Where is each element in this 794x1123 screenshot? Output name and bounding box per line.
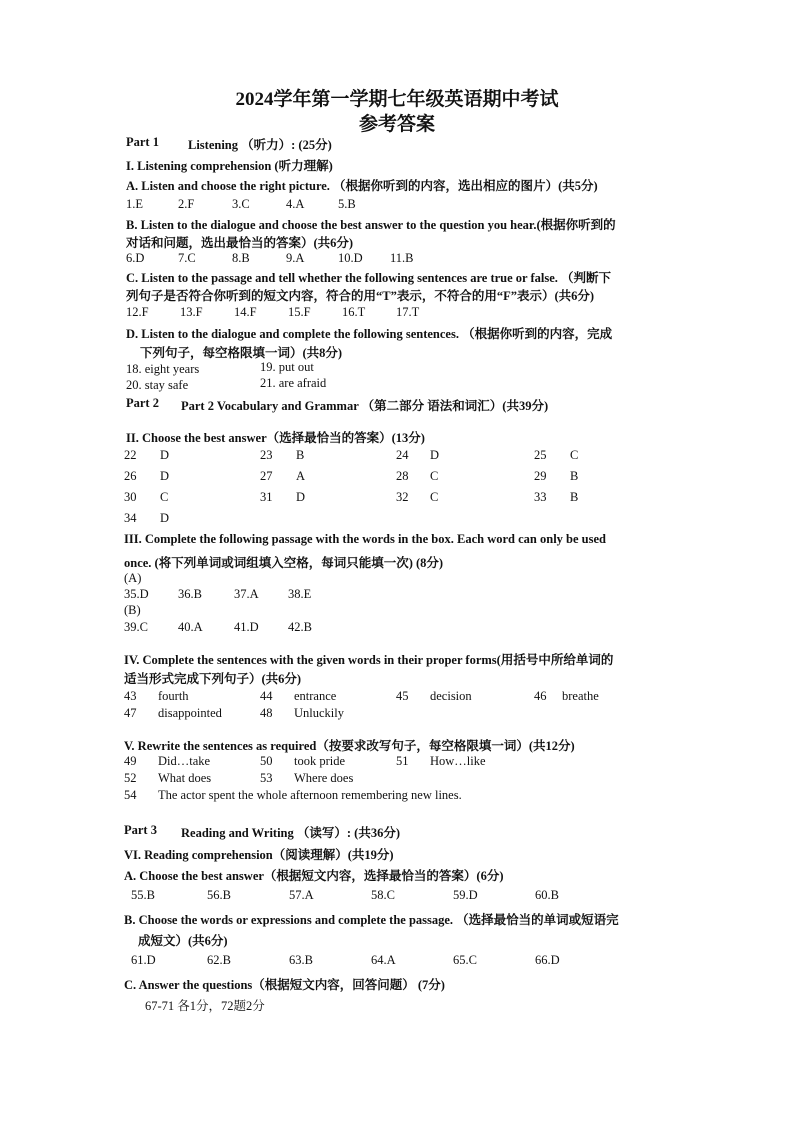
part3-b-answers	[131, 953, 595, 968]
question-number: 28	[396, 469, 409, 483]
answer: 57.A	[289, 888, 314, 902]
answer: 64.A	[371, 953, 396, 967]
answer: 55.B	[131, 888, 155, 902]
answer: Did…take	[158, 754, 211, 768]
part3-a-question: A. Choose the best answer（根据短文内容，选择最恰当的答案）(6分)	[124, 869, 504, 883]
answer: B	[296, 448, 305, 462]
answer: 10.D	[338, 251, 363, 265]
answer-row	[124, 469, 600, 484]
answer: 39.C	[124, 620, 148, 634]
answer: 41.D	[234, 620, 259, 634]
section-6-heading: VI. Reading comprehension（阅读理解）(共19分)	[124, 848, 394, 862]
part1-name: Listening （听力）: (25分)	[188, 138, 332, 152]
answer: 1.E	[126, 197, 144, 211]
answer: 3.C	[232, 197, 250, 211]
part3-a-answers	[131, 888, 595, 903]
part3-b-question-line1: B. Choose the words or expressions and complete the passage. （选择最恰当的单词或短语完	[124, 913, 619, 927]
answer: 61.D	[131, 953, 156, 967]
part1-d-question-line1: D. Listen to the dialogue and complete the following sentences. （根据你听到的内容，完成	[126, 327, 613, 341]
answer: 35.D	[124, 587, 149, 601]
part1-d-question-line2: 下列句子，每空格限填一词）(共8分)	[140, 346, 343, 360]
answer: Unluckily	[294, 706, 344, 720]
answer: B	[570, 469, 579, 483]
part2-label: Part 2	[126, 396, 159, 410]
section-2-heading: II. Choose the best answer（选择最恰当的答案）(13分)	[126, 431, 425, 445]
answer: 6.D	[126, 251, 145, 265]
part1-a-answers	[126, 197, 390, 212]
part3-c-question: C. Answer the questions（根据短文内容，回答问题） (7分)	[124, 978, 445, 992]
answer: D	[160, 511, 170, 525]
answer-18: 18. eight years	[126, 362, 200, 376]
answer: 13.F	[180, 305, 203, 319]
answer: 56.B	[207, 888, 231, 902]
answer: 15.F	[288, 305, 311, 319]
question-number: 53	[260, 771, 273, 785]
section-1-heading: I. Listening comprehension (听力理解)	[126, 159, 333, 173]
part1-label: Part 1	[126, 135, 159, 149]
question-number: 27	[260, 469, 273, 483]
question-number: 33	[534, 490, 547, 504]
section-3-heading-line1: III. Complete the following passage with the words in the box. Each word can only be used	[124, 532, 606, 546]
answer: What does	[158, 771, 212, 785]
answer-row	[124, 490, 600, 505]
answer: took pride	[294, 754, 346, 768]
answer: 5.B	[338, 197, 356, 211]
part3-name: Reading and Writing （读写）: (共36分)	[181, 826, 401, 840]
page-title: 2024学年第一学期七年级英语期中考试	[235, 89, 559, 110]
answer: 11.B	[390, 251, 414, 265]
part1-b-question-line1: B. Listen to the dialogue and choose the best answer to the question you hear.(根据你听到的	[126, 218, 616, 232]
answer: 36.B	[178, 587, 202, 601]
answer-row	[124, 511, 260, 526]
page-subtitle: 参考答案	[358, 114, 435, 135]
answer: C	[430, 469, 439, 483]
section-4-heading-line2: 适当形式完成下列句子）(共6分)	[124, 672, 302, 686]
part1-c-question-line1: C. Listen to the passage and tell whether the following sentences are true or false. （判断下	[126, 271, 612, 285]
passage-b-answers	[124, 620, 342, 635]
question-number: 22	[124, 448, 137, 462]
answer: 2.F	[178, 197, 195, 211]
answer-19: 19. put out	[260, 360, 314, 374]
question-number: 29	[534, 469, 547, 483]
answer: How…like	[430, 754, 486, 768]
answer-row	[124, 788, 462, 803]
question-number: 30	[124, 490, 137, 504]
question-number: 24	[396, 448, 409, 462]
answer: D	[160, 448, 170, 462]
answer-row	[124, 689, 622, 704]
answer: 60.B	[535, 888, 559, 902]
answer: disappointed	[158, 706, 222, 720]
answer: entrance	[294, 689, 337, 703]
answer: D	[430, 448, 440, 462]
part1-b-answers	[126, 251, 442, 266]
answer: B	[570, 490, 579, 504]
passage-a-answers	[124, 587, 342, 602]
question-number: 47	[124, 706, 137, 720]
answer: 38.E	[288, 587, 312, 601]
part3-b-question-line2: 成短文）(共6分)	[138, 934, 228, 948]
answer: 9.A	[286, 251, 305, 265]
answer: 63.B	[289, 953, 313, 967]
answer: 59.D	[453, 888, 478, 902]
answer: The actor spent the whole afternoon remembering new lines.	[158, 788, 462, 802]
answer: breathe	[562, 689, 599, 703]
part2-name: Part 2 Vocabulary and Grammar （第二部分 语法和词汇）(共39分)	[181, 399, 549, 413]
answer: 14.F	[234, 305, 257, 319]
question-number: 25	[534, 448, 547, 462]
answer: C	[160, 490, 169, 504]
answer: 8.B	[232, 251, 250, 265]
question-number: 51	[396, 754, 409, 768]
answer: 37.A	[234, 587, 259, 601]
answer: 17.T	[396, 305, 420, 319]
part1-c-question-line2: 列句子是否符合你听到的短文内容，符合的用“T”表示，不符合的用“F”表示）(共6分)	[126, 289, 595, 303]
question-number: 48	[260, 706, 273, 720]
part1-c-answers	[126, 305, 450, 320]
answer: 42.B	[288, 620, 312, 634]
question-number: 32	[396, 490, 409, 504]
answer: 66.D	[535, 953, 560, 967]
question-number: 23	[260, 448, 273, 462]
answer-row	[124, 754, 510, 769]
question-number: 52	[124, 771, 137, 785]
question-number: 44	[260, 689, 273, 703]
section-5-heading: V. Rewrite the sentences as required（按要求改写句子，每空格限填一词）(共12分)	[124, 739, 575, 753]
answer: C	[430, 490, 439, 504]
question-number: 31	[260, 490, 273, 504]
answer: fourth	[158, 689, 189, 703]
answer: 58.C	[371, 888, 395, 902]
answer: 16.T	[342, 305, 366, 319]
question-number: 26	[124, 469, 137, 483]
scoring-note: 67-71 各1分，72题2分	[145, 999, 265, 1013]
answer-row	[124, 706, 396, 721]
section-4-heading-line1: IV. Complete the sentences with the given words in their proper forms(用括号中所给单词的	[124, 653, 614, 667]
question-number: 46	[534, 689, 547, 703]
answer: C	[570, 448, 579, 462]
answer: D	[160, 469, 170, 483]
answer: D	[296, 490, 306, 504]
question-number: 45	[396, 689, 409, 703]
part3-label: Part 3	[124, 823, 157, 837]
part1-b-question-line2: 对话和问题，选出最恰当的答案）(共6分)	[126, 236, 354, 250]
answer-20: 20. stay safe	[126, 378, 189, 392]
question-number: 49	[124, 754, 137, 768]
answer-row	[124, 771, 396, 786]
question-number: 34	[124, 511, 137, 525]
answer-row	[124, 448, 600, 463]
answer: 4.A	[286, 197, 305, 211]
passage-b-label: (B)	[124, 603, 141, 617]
part1-a-question: A. Listen and choose the right picture. （根据你听到的内容，选出相应的图片）(共5分)	[126, 179, 598, 193]
answer: 65.C	[453, 953, 477, 967]
answer: 12.F	[126, 305, 149, 319]
answer-21: 21. are afraid	[260, 376, 327, 390]
passage-a-label: (A)	[124, 571, 142, 585]
answer: 40.A	[178, 620, 203, 634]
question-number: 54	[124, 788, 137, 802]
answer: decision	[430, 689, 472, 703]
answer: A	[296, 469, 306, 483]
section-3-heading-line2: once. (将下列单词或词组填入空格，每词只能填一次) (8分)	[124, 556, 444, 570]
question-number: 43	[124, 689, 137, 703]
question-number: 50	[260, 754, 273, 768]
answer: Where does	[294, 771, 354, 785]
answer: 7.C	[178, 251, 196, 265]
answer: 62.B	[207, 953, 231, 967]
